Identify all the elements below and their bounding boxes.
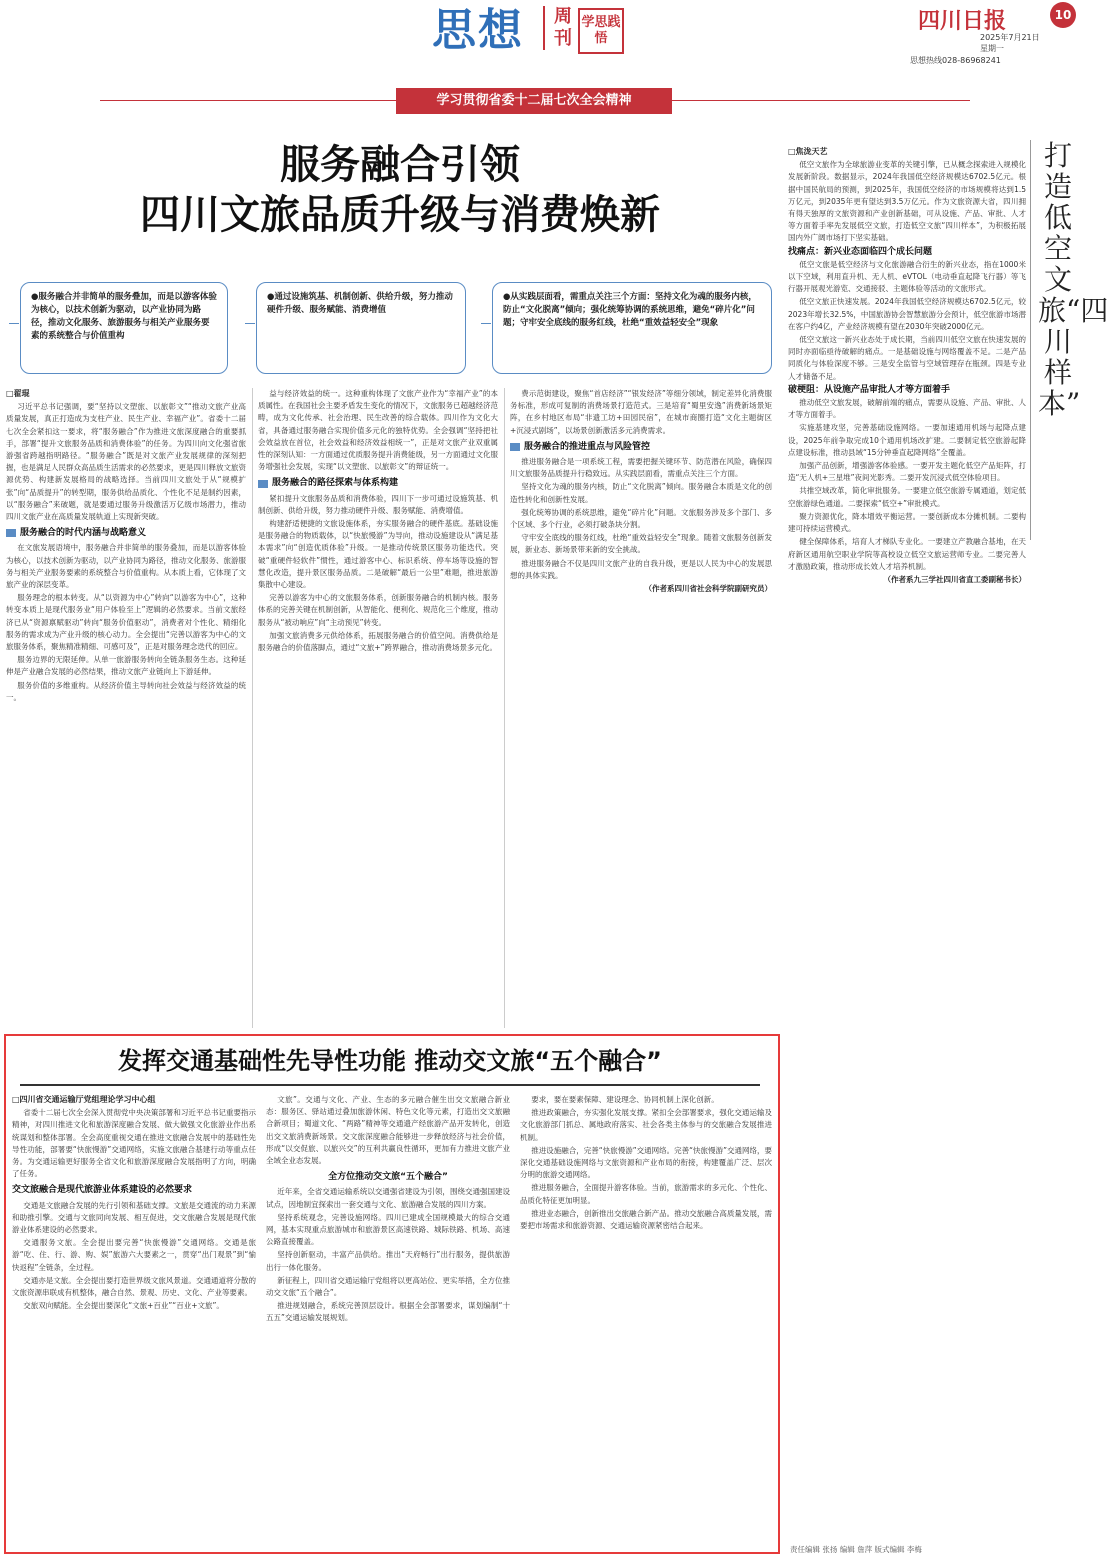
date-block	[980, 32, 1040, 54]
paragraph: 文旅”。交通与文化、产业、生态的多元融合催生出交文旅融合新业态：服务区、驿站通过叠加旅游休闲、特色文化等元素，打造出交文旅融合新项目；蜀道文化、“两路”精神等交通遗产经旅游产品开发转化，创造出交文旅消费新场景。交文旅深度融合能够进一步释放经济与社会价值，形成“以交促旅、以旅兴交”的互利共赢良性循环，更加有力推进文旅产业全域全业态发展。	[266, 1095, 510, 1166]
paragraph: 强化统筹协调的系统思维，避免“碎片化”问题。文旅服务涉及多个部门、多个区域、多个行业，必须打破条块分割。	[510, 507, 772, 530]
paragraph: 交通是文旅融合发展的先行引领和基础支撑。文旅是交通流的动力来源和助推引擎。交通与文旅同向发展、相互促进，交文旅融合发展是现代旅游业体系建设的必然要求。	[12, 1200, 256, 1235]
paragraph: 推进服务融合是一项系统工程，需要把握关键环节、防范潜在风险，确保四川文旅服务品质提升行稳致远。从实践层面看，需重点关注三个方面。	[510, 457, 772, 479]
paragraph: 要求，要在要素保障、建设理念、协同机制上深化创新。	[531, 1095, 719, 1104]
editor-credits: 责任编辑 张扬 编辑 詹萍 版式编辑 李梅	[790, 1545, 922, 1554]
page-number: 10	[1050, 2, 1076, 28]
section-heading-text: 全方位推动交文旅“五个融合”	[328, 1172, 448, 1183]
paragraph: 交通亦是文旅。全会提出要打造世界级文旅风景道。交通通道将分散的文旅资源串联成有机整体，融合自然、景观、历史、文化、产业等要素。	[12, 1275, 256, 1298]
paragraph: 坚持系统观念，完善设施网络。四川已建成全国规模最大的综合交通网，基本实现重点旅游城市和旅游景区高速铁路、城际铁路、机场、高速公路直接覆盖。	[266, 1212, 510, 1247]
section-heading-text: 服务融合的推进重点与风险管控	[524, 441, 651, 452]
paragraph: 省委十二届七次全会深入贯彻党中央决策部署和习近平总书记重要指示精神，对四川推进文化和旅游深度融合发展、做大做强文化旅游业作出系统谋划和整体部署。全会高度重视交通在推进文旅融合发展中的基础性先导性功能，部署要“快旅慢游”交通网络，实施文旅融合基建行动等重点任务。为交通运输更好服务全省文化和旅游深度融合发展指明了方向，明确了任务。	[12, 1108, 256, 1179]
paragraph: 交旅双向赋能。全会提出要深化“文旅+百业”“百业+文旅”。	[23, 1301, 224, 1311]
right-col	[788, 146, 1026, 1536]
paragraph: 服务边界的无限延伸。从单一旅游服务转向全链条服务生态。这种延伸是产业融合发展的必然结果，推动文旅产业链向上下游延伸。	[6, 655, 246, 677]
paragraph: 紧扣提升文旅服务品质和消费体验，四川下一步可通过设施筑基、机制创新、供给升级，努力推动硬件升级、服务赋能、消费增值。	[258, 493, 498, 515]
paragraph: 低空文旅正快速发展。2024年我国低空经济规模达6702.5亿元，较2023年增长32.5%，中国旅游协会智慧旅游分会预计，低空旅游市场潜在客户约4亿，产业经济规模有望在2030年突破2000亿元。	[788, 297, 1026, 331]
vertical-headline: 打造低空文旅“四川样本”	[1038, 139, 1108, 420]
paragraph: 低空文旅是低空经济与文化旅游融合衍生的新兴业态，指在1000米以下空域，利用直升机、无人机、eVTOL（电动垂直起降飞行器）等飞行器开展观光游览、交通接驳、主题体验等活动的文旅形式。	[788, 259, 1026, 294]
paper-logo: 四川日报	[918, 8, 1007, 34]
lower-col-3	[520, 1094, 772, 1546]
paragraph: 低空文旅作为全球旅游业变革的关键引擎，已从概念探索进入规模化发展新阶段。数据显示，2024年我国低空经济规模达6702.5亿元。根据中国民航局的预测，到2025年，我国低空经济的市场规模将达到1.5万亿元，到2035年更有望达到3.5万亿元。作为文旅资源大省，四川拥有得天独厚的文旅资源和产业创新基础，可从设施、产品、审批、人才等方面着手率先发展低空文旅，打造低空文旅“四川样本”，为积极拓展国内外广阔市场打下坚实基础。	[788, 160, 1026, 243]
section-heading-1	[6, 527, 246, 539]
paragraph: 推进设施融合，完善“快旅慢游”交通网络。完善“快旅慢游”交通网络，要深化交通基础设施网络与文旅资源和产业布局的衔接，构建覆盖广泛、层次分明的旅游交通网络。	[520, 1145, 772, 1180]
section-heading	[12, 1184, 256, 1196]
paragraph: 推进业态融合，创新推出交旅融合新产品。推动交旅融合高质量发展，需要把市场需求和旅游资源、交通运输资源紧密结合起来。	[520, 1208, 772, 1231]
summary-box-2: ●通过设施筑基、机制创新、供给升级，努力推动硬件升级、服务赋能、消费增值	[256, 282, 466, 374]
lower-rule	[20, 1084, 760, 1086]
paragraph: 共推空域改革，简化审批服务。一要建立低空旅游专属通道，划定低空旅游绿色通道。二要探索“低空+”审批模式。	[788, 486, 1026, 508]
main-headline	[60, 140, 740, 240]
paragraph: 加强文旅消费多元供给体系，拓展服务融合的价值空间。消费供给是服务融合的价值落脚点，通过“文旅+”跨界融合，推动消费场景多元化。	[258, 630, 498, 653]
section-heading	[266, 1171, 510, 1183]
paragraph: 低空文旅这一新兴业态处于成长期，当前四川低空文旅在快速发展的同时亦面临亟待破解的痛点。一是基础设施与网络覆盖不足。二是产品同质化与体验深度不够。三是安全监管与空域管理存在瓶颈。四是专业人才储备不足。	[788, 335, 1026, 381]
paragraph: 服务理念的根本转变。从“以资源为中心”转向“以游客为中心”，这种转变本质上是现代服务业“用户体验至上”逻辑的必然要求。当前文旅经济已从“资源禀赋驱动”转向“服务价值驱动”，消费者对个性化、精细化服务的需求成为产业升级的核心动力。全会提出“完善以游客为中心的文旅服务体系，聚焦精准精细、可感可及”，正是对服务理念迭代的回应。	[6, 593, 246, 652]
date: 2025年7月21日	[980, 33, 1040, 42]
paragraph: 健全保障体系，培育人才梯队专业化。一要建立产教融合基地，在天府新区通用航空职业学院等高校设立低空文旅运营师专业。二要完善人才激励政策，推动形成长效人才培养机制。	[788, 537, 1026, 571]
author: □焦泷天艺	[788, 147, 828, 156]
paragraph: 推进规划融合，系统完善顶层设计。根据全会部署要求，谋划编制“十五五”交通运输发展规划。	[266, 1301, 510, 1323]
author: □翟琨	[6, 389, 30, 398]
hotline: 思想热线028-86968241	[910, 56, 1001, 65]
paragraph: 聚力资源优化，降本增效平衡运营。一要创新成本分摊机制。二要构建可持续运营模式。	[788, 511, 1026, 534]
lower-col-1	[12, 1094, 256, 1546]
paragraph: 益与经济效益的统一。这种重构体现了文旅产业作为“幸福产业”的本质属性。在我国社会主要矛盾发生变化的情况下，文旅服务已超越经济范畴，成为文化传承、社会治理、民生改善的综合载体。四川作为文化大省，具备通过服务融合实现价值多元化的独特优势。全会强调“坚持把社会效益放在首位，社会效益和经济效益相统一”，正是对文旅产业双重属性的深刻认知：一方面通过优质服务提升消费能级，另一方面通过文化服务增强社会发展，实现“以文塑旅、以旅彰文”的辩证统一。	[258, 389, 498, 472]
vertical-rule	[1030, 140, 1031, 540]
lower-col-2	[266, 1094, 510, 1546]
paragraph: 费示范街建设，聚焦“首店经济”“银发经济”等细分领域，制定差异化消费服务标准，形成可复制的消费场景打造范式。三是培育“蜀里安逸”消费新场景矩阵，在乡村地区布局“非遗工坊+田园民宿”，在城市商圈打造“文化主题街区+沉浸式剧场”，以场景创新激活多元消费需求。	[510, 389, 772, 435]
paragraph: 推动低空文旅发展，破解前端的痛点，需要从设施、产品、审批、人才等方面着手。	[788, 398, 1026, 420]
author: □四川省交通运输厅党组理论学习中心组	[12, 1095, 156, 1104]
paragraph: 近年来，全省交通运输系统以交通强省建设为引领，围绕交通强国建设试点，因地制宜探索出一套交通与文化、旅游融合发展的四川方案。	[266, 1187, 510, 1209]
section-heading-2	[258, 477, 498, 489]
main-col-3	[510, 388, 772, 1028]
byline: （作者系九三学社四川省直工委副秘书长）	[883, 574, 1026, 584]
subheading-1: 找痛点：新兴业态面临四个成长问题	[788, 246, 933, 257]
section-heading-text: 交文旅融合是现代旅游业体系建设的必然要求	[12, 1185, 193, 1196]
paragraph: 完善以游客为中心的文旅服务体系，创新服务融合的机制内核。服务体系的完善关键在机制创新，从智能化、便利化、规范化三个维度，推动服务从“被动响应”向“主动预见”转变。	[258, 593, 498, 627]
paragraph: 加强产品创新，增强游客体验感。一要开发主题化低空产品矩阵，打造“无人机+三星堆”夜间光影秀。二要开发沉浸式低空体验项目。	[788, 461, 1026, 483]
paragraph: 坚持文化为魂的服务内核，防止“文化脱离”倾向。服务融合本质是文化的创造性转化和创新性发展。	[510, 482, 772, 504]
paragraph: 服务价值的多维重构。从经济价值主导转向社会效益与经济效益的统一。	[6, 680, 246, 702]
seal-logo: 学思践悟	[578, 8, 624, 54]
headline-line-1: 服务融合引领	[280, 142, 520, 188]
paragraph: 新征程上，四川省交通运输厅党组将以更高站位、更实举措，全方位推动交文旅“五个融合”。	[266, 1275, 510, 1298]
headline-line-2: 四川文旅品质升级与消费焕新	[140, 192, 660, 238]
main-col-1	[6, 388, 246, 1028]
paragraph: 推进服务融合不仅是四川文旅产业的自我升级，更是以人民为中心的发展思想的具体实践。	[510, 558, 772, 580]
summary-box-3: ●从实践层面看，需重点关注三个方面：坚持文化为魂的服务内核，防止“文化脱离”倾向；强化统筹协调的系统思维，避免“碎片化”问题；守牢安全底线的服务红线，杜绝“重效益轻安全”现象	[492, 282, 772, 374]
paragraph: 构建舒适便捷的文旅设施体系，夯实服务融合的硬件基底。基础设施是服务融合的物质载体，以“快旅慢游”为导向，推动设施建设从“满足基本需求”向“创造优质体验”升级。一是推动传统景区服务功能迭代。突破“重硬件轻软件”惯性，通过游客中心、标识系统、停车场等设施的智慧化改造，提升景区服务品质。二是破解“最后一公里”难题，推进旅游集散中心建设。	[258, 519, 498, 590]
paragraph: 在文旅发展语境中，服务融合并非简单的服务叠加，而是以游客体验为核心，以技术创新为驱动，以产业协同为路径，推动文化服务、旅游服务与相关产业服务要素的系统整合与价值重构。从本质上看，它体现了文旅产业的深层变革。	[6, 543, 246, 590]
paragraph: 习近平总书记强调，要“坚持以文塑旅、以旅彰文”“推动文旅产业高质量发展，真正打造成为支柱产业、民生产业、幸福产业”。省委十二届七次全会紧扣这一要求，将“服务融合”作为推进文旅深度融合的重要抓手，部署“提升文旅服务品质和消费体验”的任务。为四川向文化强省旅游强省跨越指明路径。“服务融合”既是对文旅产业发展规律的深刻把握，也是满足人民群众高品质生活需求的必然要求，更是四川释放文旅资源优势、构建新发展格局的战略选择。当前四川文旅处于从“规模扩张”向“品质提升”的转型期，服务供给品质化、个性化不足是制约因素，以“服务融合”来破题，就是要通过服务升级激活万亿级市场潜力，推动四川文旅产业在高质量发展轨道上实现新突破。	[6, 402, 246, 522]
lower-headline: 发挥交通基础性先导性功能 推动交文旅“五个融合”	[118, 1047, 662, 1075]
paragraph: 坚持创新驱动，丰富产品供给。推出“天府畅行”出行服务，提供旅游出行一体化服务。	[266, 1250, 510, 1272]
weekly-tag: 周刊	[543, 6, 578, 50]
paragraph: 守牢安全底线的服务红线，杜绝“重效益轻安全”现象。随着文旅服务创新发展，新业态、新场景带来新的安全挑战。	[510, 533, 772, 555]
paragraph: 推进政策融合，夯实强化发展支撑。紧扣全会部署要求，强化交通运输及文化旅游部门抓总、属地政府落实、社会各类主体参与的交旅融合发展推进机制。	[520, 1108, 772, 1142]
section-heading-3	[510, 441, 772, 453]
byline: （作者系四川省社会科学院副研究员）	[644, 584, 772, 594]
theme-banner: 学习贯彻省委十二届七次全会精神	[396, 88, 672, 114]
paragraph: 交通服务文旅。全会提出要完善“快旅慢游”交通网络。交通是旅游“吃、住、行、游、购、娱”旅游六大要素之一，贯穿“出门观景”到“愉快返程”全链条，全过程。	[12, 1238, 256, 1272]
section-title: 思想	[432, 5, 524, 56]
paragraph: 推进服务融合，全面提升游客体验。当前，旅游需求的多元化、个性化、品质化特征更加明显。	[520, 1183, 772, 1205]
subheading-2: 破梗阻：从设施产品审批人才等方面着手	[788, 384, 951, 395]
summary-box-1: ●服务融合并非简单的服务叠加，而是以游客体验为核心，以技术创新为驱动，以产业协同为路径，推动文化服务、旅游服务与相关产业服务要素的系统整合与价值重构	[20, 282, 228, 374]
section-heading-text: 服务融合的时代内涵与战略意义	[20, 528, 147, 539]
weekday: 星期一	[980, 44, 1004, 53]
main-col-2	[258, 388, 498, 1028]
section-heading-text: 服务融合的路径探索与体系构建	[272, 478, 399, 489]
paragraph: 实施基建攻坚，完善基础设施网络。一要加速通用机场与起降点建设，2025年前争取完成10个通用机场改扩建。二要制定低空旅游起降点建设标准，推动县域“15分钟垂直起降网络”全覆盖。	[788, 423, 1026, 457]
